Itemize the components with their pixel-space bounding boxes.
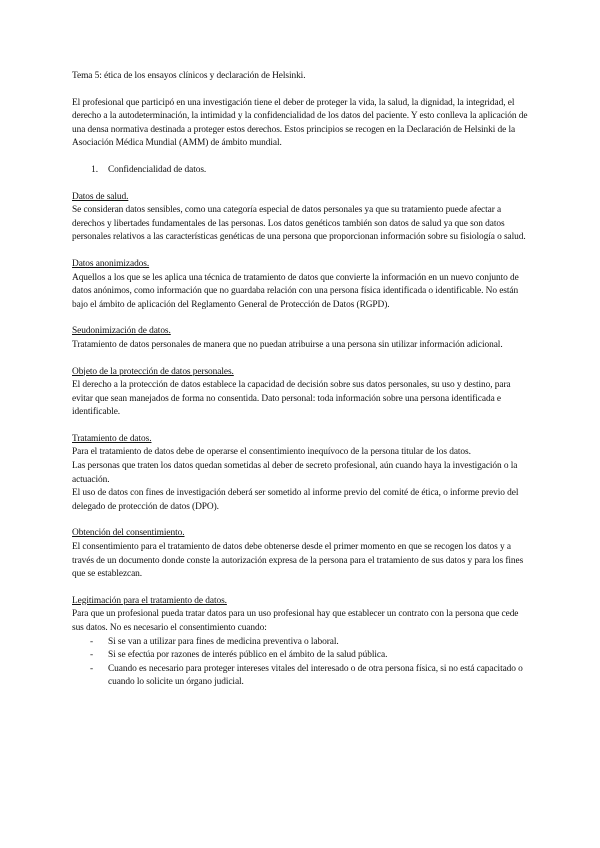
section-heading: Tratamiento de datos. bbox=[72, 433, 152, 444]
list-item-text: Si se efectúa por razones de interés público en el ámbito de la salud pública. bbox=[108, 650, 388, 661]
item-text: Confidencialidad de datos. bbox=[108, 164, 207, 175]
section-paragraph: El uso de datos con fines de investigación deberá ser sometido al informe previo del comité de ética, o informe previo del delegado de protección de datos (DPO). bbox=[72, 488, 519, 512]
dash-list bbox=[72, 636, 528, 690]
numbered-list bbox=[72, 164, 528, 178]
section-objeto-proteccion bbox=[72, 366, 528, 420]
numbered-item bbox=[72, 164, 528, 178]
section-paragraph: Tratamiento de datos personales de manera que no puedan atribuirse a una persona sin utilizar información adicional. bbox=[72, 339, 503, 350]
section-paragraph: Aquellos a los que se les aplica una técnica de tratamiento de datos que convierte la información en un nuevo conjunto de datos anónimos, como información que no guardaba relación con una persona física identificada o identificable. No están bajo el ámbito de aplicación del Reglamento General de Protección de Datos (RGPD). bbox=[72, 272, 519, 310]
document-body bbox=[72, 70, 528, 690]
section-datos-de-salud bbox=[72, 191, 528, 245]
section-paragraph: El derecho a la protección de datos establece la capacidad de decisión sobre sus datos personales, su uso y destino, para evitar que sean manejados de forma no consentida. Dato personal: toda información sobre una persona identificada e identificable. bbox=[72, 380, 511, 418]
section-datos-anonimizados bbox=[72, 258, 528, 312]
intro-paragraph: El profesional que participó en una investigación tiene el deber de proteger la vida, la salud, la dignidad, la integridad, el derecho a la autodeterminación, la intimidad y la confidencialidad de los datos del paciente. Y esto conlleva la aplicación de una densa normativa destinada a proteger estos derechos. Estos principios se recogen en la Declaración de Helsinki de la Asociación Médica Mundial (AMM) de ámbito mundial. bbox=[72, 97, 528, 149]
section-legitimacion bbox=[72, 595, 528, 690]
section-paragraph: El consentimiento para el tratamiento de datos debe obtenerse desde el primer momento en que se recogen los datos y a través de un documento donde conste la autorización expresa de la persona para el tratamiento de sus datos y para los fines que se establezcan. bbox=[72, 542, 524, 580]
item-number: 1. bbox=[91, 164, 98, 175]
list-item bbox=[72, 649, 528, 663]
list-item bbox=[72, 636, 528, 650]
list-item bbox=[72, 663, 528, 690]
list-item-text: Si se van a utilizar para fines de medicina preventiva o laboral. bbox=[108, 636, 339, 647]
list-item-text: Cuando es necesario para proteger intereses vitales del interesado o de otra persona física, si no está capacitado o cuando lo solicite un órgano judicial. bbox=[108, 663, 523, 688]
section-heading: Obtención del consentimiento. bbox=[72, 528, 185, 539]
section-paragraph: Las personas que traten los datos quedan sometidas al deber de secreto profesional, aún cuando haya la investigación o la actuación. bbox=[72, 461, 518, 485]
section-paragraph: Para que un profesional pueda tratar datos para un uso profesional hay que establecer un contrato con la persona que cede sus datos. No es necesario el consentimiento cuando: bbox=[72, 609, 519, 633]
section-heading: Datos anonimizados. bbox=[72, 258, 150, 269]
section-heading: Legitimación para el tratamiento de datos. bbox=[72, 595, 227, 606]
section-obtencion-consentimiento bbox=[72, 527, 528, 581]
section-seudonimizacion bbox=[72, 325, 528, 352]
section-tratamiento-de-datos bbox=[72, 433, 528, 515]
document-title: Tema 5: ética de los ensayos clínicos y declaración de Helsinki. bbox=[72, 71, 306, 81]
section-heading: Objeto de la protección de datos personales. bbox=[72, 366, 234, 377]
list-dash: - bbox=[90, 663, 94, 674]
list-dash: - bbox=[90, 650, 94, 661]
section-heading: Datos de salud. bbox=[72, 191, 129, 202]
section-paragraph: Para el tratamiento de datos debe de operarse el consentimiento inequívoco de la persona titular de los datos. bbox=[72, 447, 471, 458]
list-dash: - bbox=[90, 636, 94, 647]
section-heading: Seudonimización de datos. bbox=[72, 326, 171, 337]
section-paragraph: Se consideran datos sensibles, como una categoría especial de datos personales ya que su tratamiento puede afectar a derechos y libertades fundamentales de las personas. Los datos genéticos también son datos de salud ya que son datos personales relativos a las características genéticas de una persona que proporcionan información sobre su fisiología o salud. bbox=[72, 205, 526, 243]
